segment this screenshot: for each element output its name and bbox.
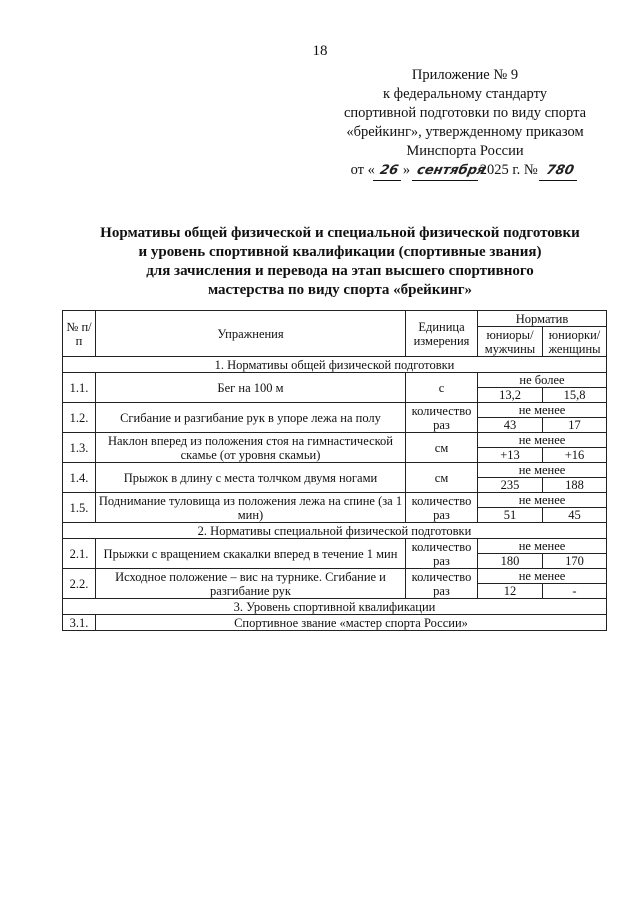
handwritten-order-number: 780 — [539, 161, 581, 181]
page-number: 18 — [312, 43, 328, 59]
row-value-m: 235 — [478, 478, 543, 493]
title-line: и уровень спортивной квалификации (спортивные звания) — [138, 244, 542, 260]
row-qualifier: не менее — [478, 463, 607, 478]
row-num: 2.2. — [63, 569, 96, 599]
order-year: 2025 г. № — [479, 162, 538, 178]
document-title — [40, 224, 640, 300]
header-juniors-f: юниорки/ женщины — [543, 327, 607, 357]
row-value-f: 15,8 — [543, 388, 607, 403]
row-exercise: Сгибание и разгибание рук в упоре лежа на полу — [96, 403, 406, 433]
row-num: 1.5. — [63, 493, 96, 523]
order-mid: » — [402, 162, 411, 178]
section-title: 2. Нормативы специальной физической подготовки — [63, 523, 607, 539]
table-row — [63, 433, 607, 448]
row-num: 1.4. — [63, 463, 96, 493]
title-line: Нормативы общей физической и специальной физической подготовки — [100, 225, 580, 241]
row-unit: количество раз — [406, 539, 478, 569]
header-juniors-m: юниоры/ мужчины — [478, 327, 543, 357]
row-value-m: 12 — [478, 584, 543, 599]
row-value-f: 17 — [543, 418, 607, 433]
header-num: № п/п — [63, 311, 96, 357]
row-value-m: 51 — [478, 508, 543, 523]
row-exercise: Прыжок в длину с места толчком двумя ногами — [96, 463, 406, 493]
section-title: 3. Уровень спортивной квалификации — [63, 599, 607, 615]
table-row — [63, 539, 607, 554]
row-exercise: Поднимание туловища из положения лежа на спине (за 1 мин) — [96, 493, 406, 523]
table-row — [63, 493, 607, 508]
appendix-block — [300, 66, 630, 181]
row-exercise: Спортивное звание «мастер спорта России» — [96, 615, 607, 631]
row-qualifier: не менее — [478, 569, 607, 584]
row-exercise: Бег на 100 м — [96, 373, 406, 403]
row-exercise: Прыжки с вращением скакалки вперед в течение 1 мин — [96, 539, 406, 569]
appendix-line: к федеральному стандарту — [383, 86, 547, 102]
row-value-f: 45 — [543, 508, 607, 523]
row-num: 1.1. — [63, 373, 96, 403]
section-title: 1. Нормативы общей физической подготовки — [63, 357, 607, 373]
appendix-line: «брейкинг», утвержденному приказом — [346, 124, 584, 140]
row-value-m: 43 — [478, 418, 543, 433]
row-exercise: Наклон вперед из положения стоя на гимнастической скамье (от уровня скамьи) — [96, 433, 406, 463]
row-value-m: 180 — [478, 554, 543, 569]
appendix-line: Минспорта России — [406, 143, 524, 159]
row-value-m: 13,2 — [478, 388, 543, 403]
order-prefix: от « — [350, 162, 375, 178]
table-row — [63, 373, 607, 388]
norms-table — [62, 310, 607, 631]
row-num: 1.3. — [63, 433, 96, 463]
section-row — [63, 523, 607, 539]
section-row — [63, 357, 607, 373]
row-num: 2.1. — [63, 539, 96, 569]
row-qualifier: не менее — [478, 403, 607, 418]
row-unit: количество раз — [406, 493, 478, 523]
title-line: для зачисления и перевода на этап высшего спортивного — [146, 263, 534, 279]
row-num: 1.2. — [63, 403, 96, 433]
row-unit: см — [406, 433, 478, 463]
header-unit: Единица измерения — [406, 311, 478, 357]
table-row — [63, 615, 607, 631]
row-qualifier: не менее — [478, 433, 607, 448]
table-row — [63, 403, 607, 418]
row-value-f: - — [543, 584, 607, 599]
section-row — [63, 599, 607, 615]
order-date-line — [300, 161, 630, 181]
appendix-line: спортивной подготовки по виду спорта — [343, 105, 587, 121]
row-value-m: +13 — [478, 448, 543, 463]
appendix-line: Приложение № 9 — [411, 67, 519, 83]
table-header-row — [63, 311, 607, 327]
row-qualifier: не менее — [478, 539, 607, 554]
row-unit: количество раз — [406, 569, 478, 599]
row-unit: см — [406, 463, 478, 493]
handwritten-day: 26 — [373, 161, 405, 181]
row-qualifier: не более — [478, 373, 607, 388]
row-value-f: 170 — [543, 554, 607, 569]
row-value-f: +16 — [543, 448, 607, 463]
row-unit: с — [406, 373, 478, 403]
table-row — [63, 569, 607, 584]
row-value-f: 188 — [543, 478, 607, 493]
row-unit: количество раз — [406, 403, 478, 433]
row-exercise: Исходное положение – вис на турнике. Сгибание и разгибание рук — [96, 569, 406, 599]
handwritten-month: сентября — [412, 161, 482, 181]
table-row — [63, 463, 607, 478]
row-num: 3.1. — [63, 615, 96, 631]
title-line: мастерства по виду спорта «брейкинг» — [207, 282, 473, 298]
row-qualifier: не менее — [478, 493, 607, 508]
header-norm: Норматив — [478, 311, 607, 327]
header-exercise: Упражнения — [96, 311, 406, 357]
